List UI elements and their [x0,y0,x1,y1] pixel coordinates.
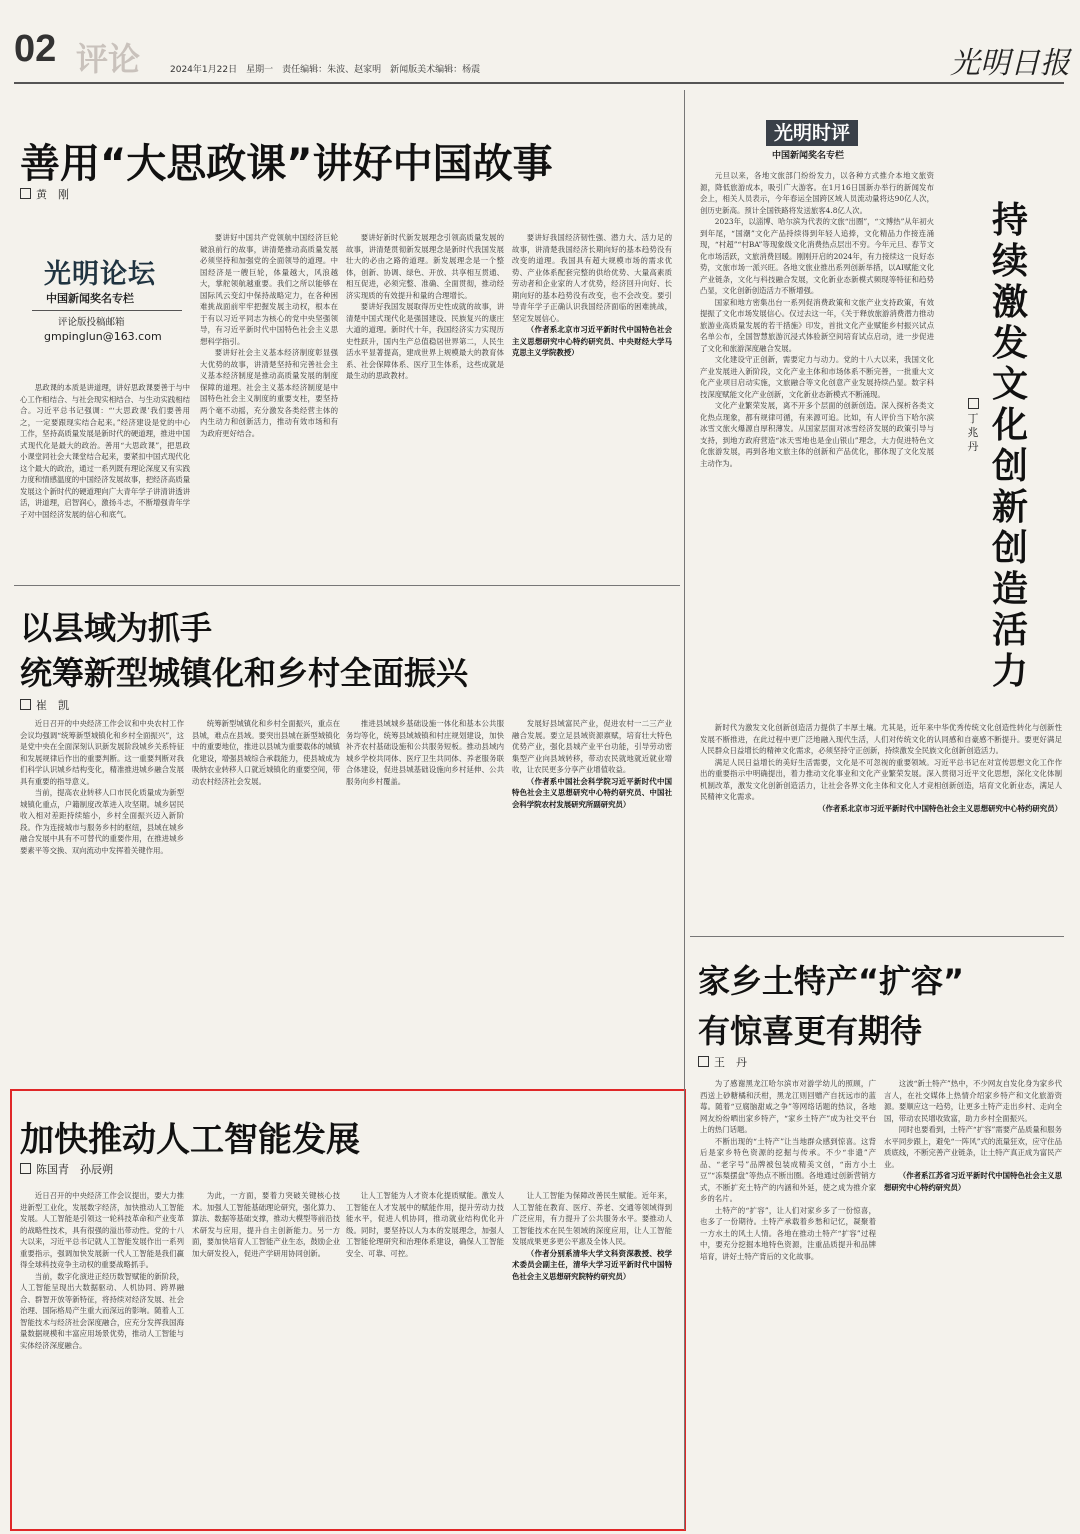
article5-col1: 为了感谢黑龙江哈尔滨市对游学幼儿的照顾，广西送上砂糖橘和沃柑，黑龙江则回赠产自抚远市的蓝莓。随着“豆腐脑甜咸之争”等网络话题的热议，各地网友纷纷晒出家乡特产，“家乡土特产”成为社交平台上的热门话题。 不断出现的“土特产”让当地群众感到惊喜。这背后是家乡特色资源的挖掘与传承。不少“非遗”产品、“老字号”品牌被包装成精美文创，“南方小土豆”“冻梨摆盘”等热点不断出圈。各地通过创新营销方式，不断扩充土特产的内涵和外延，使之成为推介家乡的名片。 土特产的“扩容”，让人们对家乡多了一份惊喜，也多了一份期待。土特产承载着乡愁和记忆，凝聚着一方水土的风土人情。各地在推动土特产“扩容”过程中，要充分挖掘本地特色资源，注重品质提升和品牌培育，讲好土特产背后的文化故事。 [700,1079,876,1261]
article4-byline: 丁兆丹 [966,398,980,454]
page-number: 02 [14,28,57,70]
article4-col-wide: 新时代为激发文化创新创造活力提供了丰厚土壤。尤其是，近年来中华优秀传统文化创造性转化与创新性发展不断推进，在此过程中更广泛地融入现代生活，人们对传统文化的认同感和自豪感不断提升。要更好满足人民群众日益增长的精神文化需求，必须坚持守正创新，持续激发全民族文化创新创造活力。 满足人民日益增长的美好生活需要，文化是不可忽视的重要领域。习近平总书记在对宣传思想文化工作作出的重要指示中明确提出，着力推动文化事业和文化产业繁荣发展。深入贯彻习近平文化思想，深化文化体制机制改革，激发文化创新创造活力，让社会各界文化主体和文化人才竞相创新创造，培育文化新业态，满足人民精神文化需求。 （作者系北京市习近平新时代中国特色社会主义思想研究中心特约研究员） [700,723,1062,813]
commentary-column-subtitle: 中国新闻奖名专栏 [772,151,845,161]
column-divider [684,90,685,1530]
submission-email-label: 评论版投稿邮箱 [58,317,125,328]
article5-title-line1[interactable]: 家乡土特产“扩容” [698,962,965,1000]
article1-col4: 要讲好我国经济韧性强、潜力大、活力足的故事，讲清楚我国经济长期向好的基本趋势没有改变的道理。我国具有超大规模市场的需求优势、产业体系配套完整的供给优势、大量高素质劳动者和企业家的人才优势，经济回升向好、长期向好的基本趋势没有改变，也不会改变。要引导青年学子正确认识我国经济面临的困难挑战，坚定发展信心。 （作者系北京市习近平新时代中国特色社会主义思想研究中心特约研究员、中央财经大学马克思主义学院教授） [512,233,672,357]
article3-byline: 陈国青 孙辰朔 [20,1161,113,1177]
article1-byline: 黄 刚 [20,186,69,202]
article2-col4: 发展好县域富民产业，促进农村一二三产业融合发展。要立足县域资源禀赋，培育壮大特色优势产业，强化县城产业平台功能，引导劳动密集型产业向县域转移，带动农民就地就近就业增收，让农民更多分享产业增值收益。 （作者系中国社会科学院习近平新时代中国特色社会主义思想研究中心特约研究员、中国社会科学院农村发展研究所副研究员） [512,719,672,809]
article2-title-line1[interactable]: 以县域为抓手 [20,609,213,647]
newspaper-logo: 光明日报 [950,46,1070,81]
article2-title-line2[interactable]: 统筹新型城镇化和乡村全面振兴 [20,654,469,692]
submission-email[interactable]: gmpinglun@163.com [44,330,162,343]
article3-col2: 为此，一方面，要着力突破关键核心技术。加强人工智能基础理论研究，强化算力、算法、数据等基础支撑，推动大模型等前沿技术研发与应用，提升自主创新能力。另一方面，要加快培育人工智能产业生态，鼓励企业加大研发投入，促进产学研用协同创新。 [192,1191,340,1258]
article5-title-line2[interactable]: 有惊喜更有期待 [698,1012,923,1050]
article4-title[interactable]: 持续激发文化创新创造活力 [991,200,1028,692]
article2-col1: 近日召开的中央经济工作会议和中央农村工作会议均强调“统筹新型城镇化和乡村全面振兴”，这是党中央在全面深刻认识新发展阶段城乡关系特征和发展规律后作出的重要判断。这一重要判断对我们科学认识城乡结构变化，精准推进城乡融合发展具有重要的指导意义。 当前，提高农业转移人口市民化质量成为新型城镇化重点，户籍制度改革进入攻坚期。城乡居民收入相对差距持续缩小，乡村全面振兴迈入新阶段。作为连接城市与服务乡村的枢纽，县域在城乡融合发展中具有不可替代的重要作用，在推进城乡要素平等交换、双向流动中发挥着关键作用。 [20,719,184,855]
article1-col1: 思政课的本质是讲道理，讲好思政课要善于与中心工作相结合、与社会现实相结合、与生动实践相结合。习近平总书记强调：“‘大思政课’我们要善用之，一定要跟现实结合起来。”经济建设是党的中心工作，坚持高质量发展是新时代的硬道理，推进中国式现代化是最大的政治。善用“大思政课”，把思政小课堂同社会大课堂结合起来，要紧扣中国式现代化这个最大的政治，通过一系列既有理论深度又有实践力度和情感温度的中国经济发展故事，把经济高质量发展这个新时代的硬道理向广大青年学子讲清讲透讲活，讲道理，启智润心，激扬斗志，不断增强青年学子对中国经济发展的信心和底气。 [20,383,190,519]
article3-col1: 近日召开的中央经济工作会议提出，要大力推进新型工业化，发展数字经济，加快推动人工智能发展。人工智能是引领这一轮科技革命和产业变革的战略性技术，具有很强的溢出带动性。党的十八大以来，习近平总书记就人工智能发展作出一系列重要指示，强调加快发展新一代人工智能是我们赢得全球科技竞争主动权的重要战略抓手。 当前，数字化演进正经历数智赋能的新阶段，人工智能呈现出大数据驱动、人机协同、跨界融合、群智开放等新特征，将持续对经济发展、社会治理、国际格局产生重大而深远的影响。随着人工智能技术与经济社会深度融合，应充分发挥我国海量数据规模和丰富应用场景优势，推动人工智能与实体经济深度融合。 [20,1191,184,1350]
header-rule [14,82,1064,84]
commentary-column-badge: 光明时评 [766,120,858,146]
article4-bottom-rule [690,936,1064,937]
issue-meta: 2024年1月22日 星期一 责任编辑：朱波、赵家明 新闻版美术编辑：杨震 [170,65,481,75]
article2-col3: 推进县域城乡基础设施一体化和基本公共服务均等化，统筹县域城镇和村庄规划建设，加快补齐农村基础设施和公共服务短板。推动县域内城乡学校共同体、医疗卫生共同体、养老服务联合体建设，促进县城基础设施向乡村延伸、公共服务向乡村覆盖。 [346,719,504,786]
article3-title[interactable]: 加快推动人工智能发展 [20,1120,360,1160]
article1-bottom-rule [14,585,680,586]
forum-column-box [20,246,192,356]
article2-byline: 崔 凯 [20,697,69,713]
article2-col2: 统筹新型城镇化和乡村全面振兴，重点在县城，难点在县域。要突出县城在新型城镇化中的重要地位，推进以县城为重要载体的城镇化建设，增强县城综合承载能力，使县城成为吸纳农业转移人口就近城镇化的重要空间，带动农村经济社会发展。 [192,719,340,786]
forum-column-subtitle: 中国新闻奖名专栏 [46,292,134,305]
article5-byline: 王 丹 [698,1054,747,1070]
article5-col2: 这波“新土特产”热中，不少网友自发化身为家乡代言人，在社交媒体上热情介绍家乡特产和文化旅游资源。要顺应这一趋势，让更多土特产走出乡村、走向全国，带动农民增收致富，助力乡村全面振兴。 同时也要看到，土特产“扩容”需要产品质量和服务水平同步跟上，避免“一阵风”式的流量狂欢，应守住品质底线，不断完善产业链条，让土特产真正成为富民产业。 （作者系江苏省习近平新时代中国特色社会主义思想研究中心特约研究员） [884,1079,1062,1192]
article3-col3: 让人工智能为人才资本化提质赋能。激发人工智能在人才发展中的赋能作用，提升劳动力技能水平，促进人机协同，推动就业结构优化升级。同时，要坚持以人为本的发展理念，加强人工智能伦理研究和治理体系建设，确保人工智能安全、可靠、可控。 [346,1191,504,1258]
article3-col4: 让人工智能为保障改善民生赋能。近年来，人工智能在教育、医疗、养老、交通等领域得到广泛应用，有力提升了公共服务水平。要推动人工智能技术在民生领域的深度应用，让人工智能发展成果更多更公平惠及全体人民。 （作者分别系清华大学文科资深教授、校学术委员会副主任，清华大学习近平新时代中国特色社会主义思想研究院特约研究员） [512,1191,672,1281]
article1-col2: 要讲好中国共产党领航中国经济巨轮破浪前行的故事，讲清楚推动高质量发展必须坚持和加强党的全面领导的道理。中国经济是一艘巨轮，体量越大，风浪越大，掌舵领航越重要。我们之所以能够在国际风云变幻中保持战略定力，在各种困难挑战面前牢牢把握发展主动权，根本在于有以习近平同志为核心的党中央坚强领导，有习近平新时代中国特色社会主义思想科学指引。 要讲好社会主义基本经济制度彰显强大优势的故事，讲清楚坚持和完善社会主义基本经济制度是推动高质量发展的制度保障的道理。社会主义基本经济制度是中国特色社会主义制度的重要支柱，要坚持两个毫不动摇，充分激发各类经营主体的内生动力和创新活力，推动有效市场和有为政府更好结合。 [200,233,338,438]
article1-title[interactable]: 善用“大思政课”讲好中国故事 [20,141,553,187]
section-title: 评论 [76,40,141,78]
commentary-column-header [766,118,858,145]
article4-col1: 元旦以来，各地文旅部门纷纷发力，以各种方式推介本地文旅资源，降低旅游成本，吸引广大游客。在1月16日国新办举行的新闻发布会上，相关人员表示，今年春运全国跨区域人员流动量将达90亿人次，创历史新高。预计全国铁路将发送旅客4.8亿人次。 2023年，以淄博、哈尔滨为代表的文旅“出圈”，“文博热”从年初火到年尾，“国潮”文化产品持续得到年轻人追捧，文化精品力作接连涌现，“村超”“村BA”等现象级文化消费热点层出不穷。今年元旦、春节文化市场活跃，文旅消费回暖。刚刚开启的2024年，有力接续这一良好态势，文旅市场一派兴旺。各地文旅业推出系列创新举措，以AI赋能文化产业链条，文化与科技融合发展，文化新业态新模式频现等特征和趋势凸显，文化创新创造活力不断增强。 国家和地方密集出台一系列促消费政策和文旅产业支持政策，有效提振了文化市场发展信心。仅过去这一年，《关于释放旅游消费潜力推动旅游业高质量发展的若干措施》印发，首批文化产业赋能乡村振兴试点名单公布，全国智慧旅游沉浸式体验新空间培育试点启动，进一步促进了文化和旅游深度融合发展。 文化建设守正创新，需要定力与动力。党的十八大以来，我国文化产业发展进入新阶段，文化产业主体和市场体系不断完善，一批重大文化产业项目启动实施，文旅融合等文化创意产业发展持续凸显。数字科技深度赋能文化产业创新，文化新业态新模式不断涌现。 文化产业繁荣发展，离不开多个层面的创新创造。深入探析各类文化热点现象，都有规律可循，有来源可追。比如，有人评价当下哈尔滨冰雪文旅火爆源自厚积薄发。从国家层面对冰雪经济发展的政策引导与支持，到地方政府营造“冰天雪地也是金山银山”理念，大力促进特色文化旅游发展，再到各地文旅主体的创新和产品优化，都体现了文化发展主动作为。 [700,171,934,468]
article1-col3: 要讲好新时代新发展理念引领高质量发展的故事，讲清楚贯彻新发展理念是新时代我国发展壮大的必由之路的道理。新发展理念是一个整体，创新、协调、绿色、开放、共享相互贯通、相互促进，必须完整、准确、全面贯彻，推动经济实现质的有效提升和量的合理增长。 要讲好我国发展取得历史性成就的故事，讲清楚中国式现代化是强国建设、民族复兴的康庄大道的道理。新时代十年，我国经济实力实现历史性跃升，国内生产总值稳居世界第二，人民生活水平显著提高，建成世界上规模最大的教育体系、社会保障体系、医疗卫生体系，这些成就是最生动的思政教材。 [346,233,504,380]
forum-column-title: 光明论坛 [44,259,156,290]
forum-divider [32,310,182,311]
